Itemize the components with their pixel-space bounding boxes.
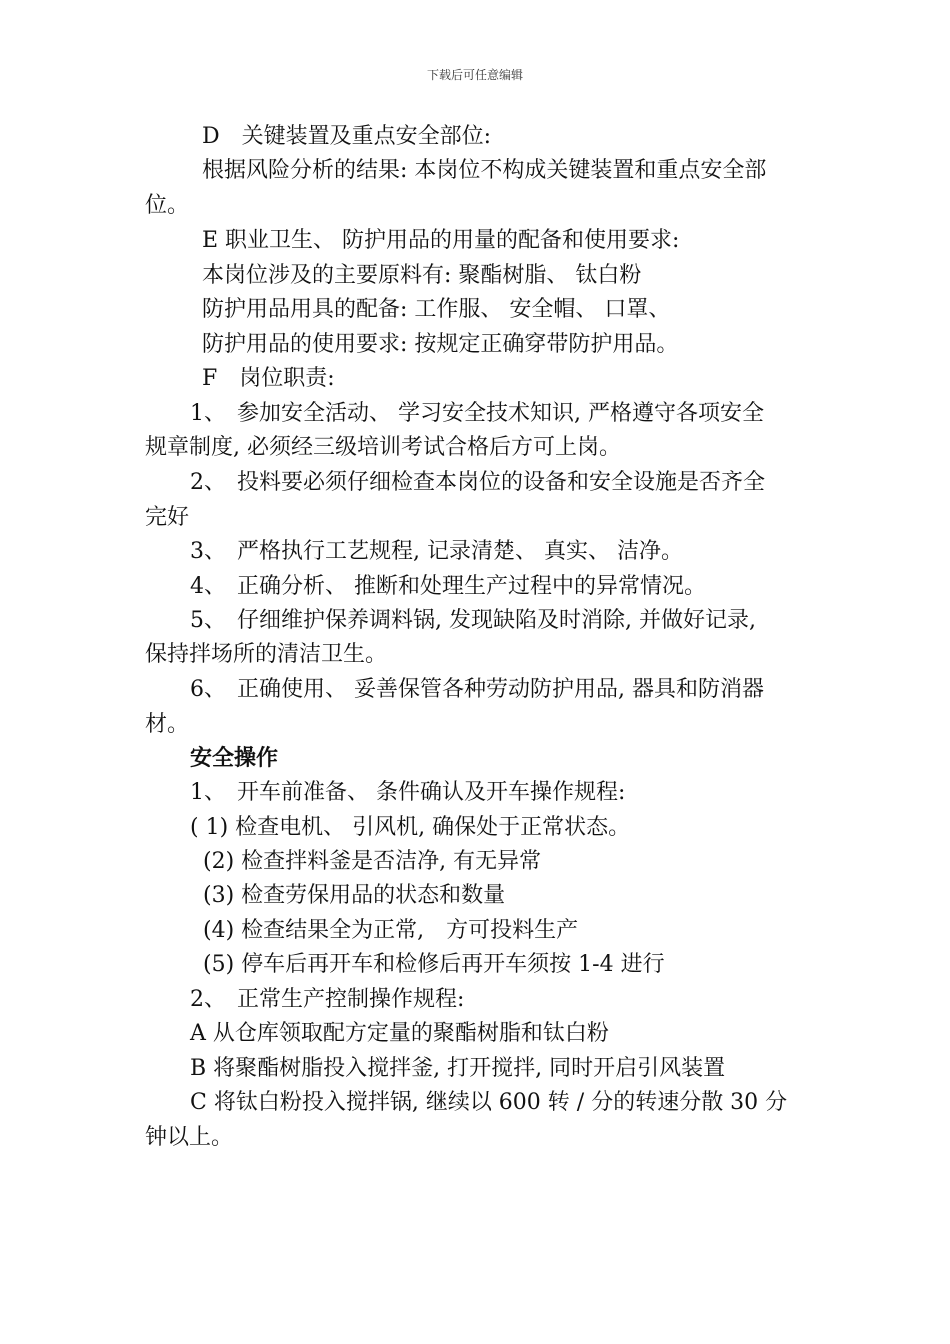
duty-item-continuation: 完好 — [145, 505, 190, 530]
paragraph-line: 防护用品用具的配备: 工作服、 安全帽、 口罩、 — [202, 297, 671, 322]
check-item: ( 1) 检查电机、 引风机, 确保处于正常状态。 — [190, 815, 631, 840]
procedure-item: B 将聚酯树脂投入搅拌釜, 打开搅拌, 同时开启引风装置 — [190, 1056, 726, 1081]
section-f-heading: F 岗位职责: — [202, 366, 335, 391]
duty-item: 4、 正确分析、 推断和处理生产过程中的异常情况。 — [190, 574, 706, 599]
check-item: (3) 检查劳保用品的状态和数量 — [203, 883, 506, 908]
duty-item-continuation: 材。 — [145, 712, 190, 737]
check-item: (2) 检查拌料釜是否洁净, 有无异常 — [203, 849, 542, 874]
operation-step: 2、 正常生产控制操作规程: — [190, 987, 465, 1012]
procedure-item: A 从仓库领取配方定量的聚酯树脂和钛白粉 — [190, 1021, 609, 1046]
paragraph-line: 根据风险分析的结果: 本岗位不构成关键装置和重点安全部 — [202, 158, 767, 183]
check-item: (5) 停车后再开车和检修后再开车须按 1-4 进行 — [203, 952, 665, 977]
procedure-item: C 将钛白粉投入搅拌锅, 继续以 600 转 / 分的转速分散 30 分 — [190, 1090, 788, 1115]
safety-operation-heading: 安全操作 — [190, 746, 279, 771]
duty-item: 6、 正确使用、 妥善保管各种劳动防护用品, 器具和防消器 — [190, 677, 764, 702]
duty-item-continuation: 保持拌场所的清洁卫生。 — [145, 642, 388, 667]
paragraph-line: 本岗位涉及的主要原料有: 聚酯树脂、 钛白粉 — [202, 263, 642, 288]
procedure-item-continuation: 钟以上。 — [145, 1125, 234, 1150]
section-e-heading: E 职业卫生、 防护用品的用量的配备和使用要求: — [202, 228, 680, 253]
paragraph-line: 位。 — [145, 193, 190, 218]
operation-step: 1、 开车前准备、 条件确认及开车操作规程: — [190, 780, 626, 805]
duty-item: 1、 参加安全活动、 学习安全技术知识, 严格遵守各项安全 — [190, 401, 764, 426]
page-header-note: 下载后可任意编辑 — [426, 68, 523, 82]
duty-item: 3、 严格执行工艺规程, 记录清楚、 真实、 洁净。 — [190, 539, 683, 564]
duty-item: 5、 仔细维护保养调料锅, 发现缺陷及时消除, 并做好记录, — [190, 608, 756, 633]
section-d-heading: D 关键装置及重点安全部位: — [202, 124, 492, 149]
check-item: (4) 检查结果全为正常, 方可投料生产 — [203, 918, 579, 943]
paragraph-line: 防护用品的使用要求: 按规定正确穿带防护用品。 — [202, 332, 679, 357]
duty-item-continuation: 规章制度, 必须经三级培训考试合格后方可上岗。 — [145, 435, 621, 460]
duty-item: 2、 投料要必须仔细检查本岗位的设备和安全设施是否齐全 — [190, 470, 765, 495]
